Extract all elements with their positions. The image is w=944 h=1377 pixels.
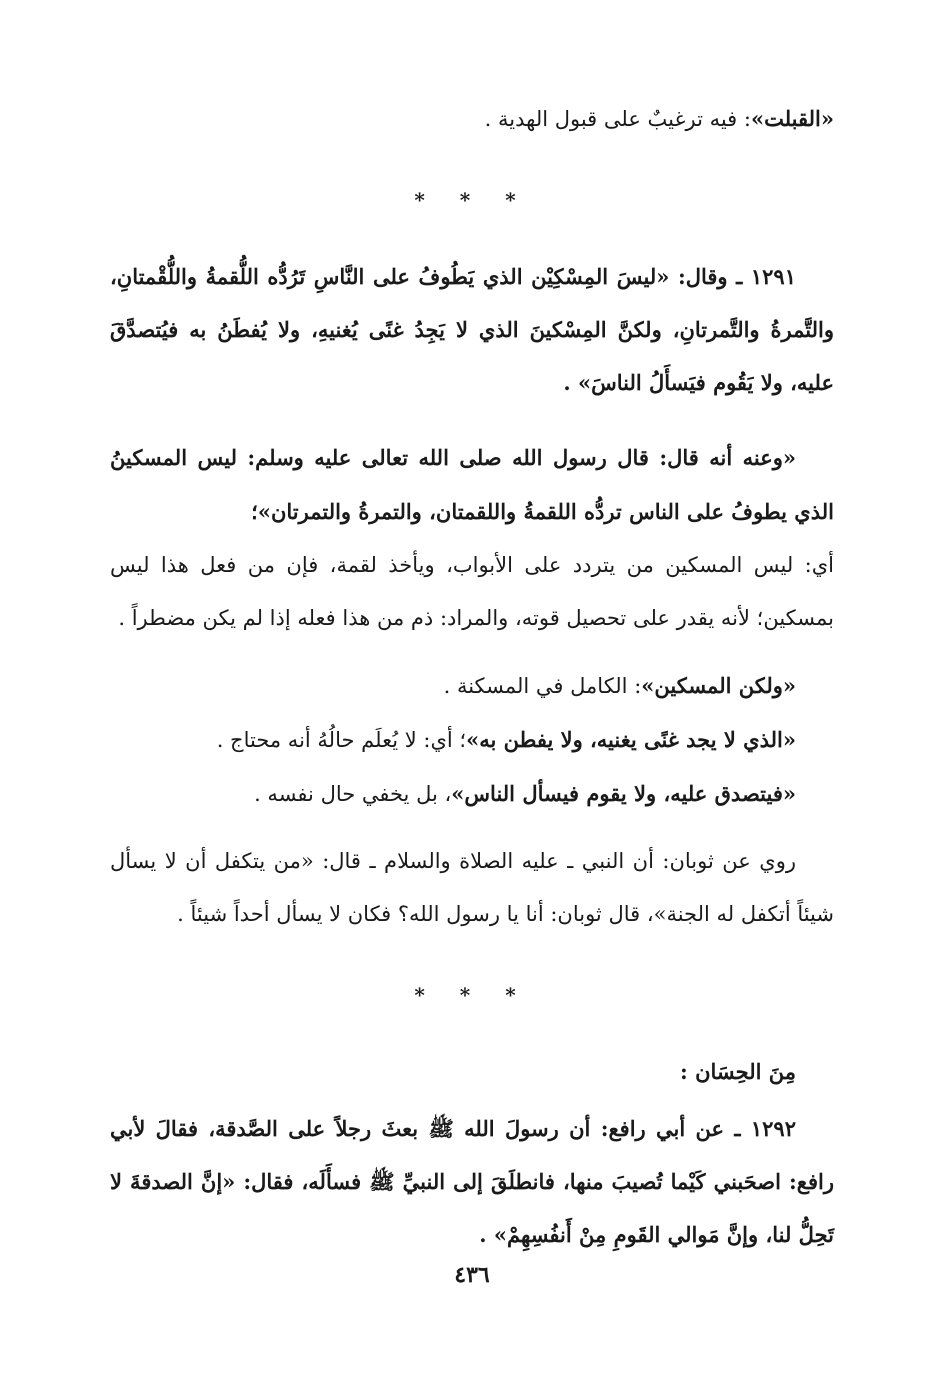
commentary-quote: «وعنه أنه قال: قال رسول الله صلى الله تعالى عليه وسلم: ليس المسكينُ الذي يطوفُ على الناس تردُّه اللقمةُ واللقمتان، والتمرةُ والتمرتان»؛ bbox=[110, 445, 834, 524]
hadith-1292: ١٢٩٢ ـ عن أبي رافع: أن رسولَ الله ﷺ بعثَ رجلاً على الصَّدقة، فقالَ لأبي رافع: اصحَبني كَيْما تُصيبَ منها، فانطلَقَ إلى النبيِّ ﷺ فسأَلَه، فقال: «إنَّ الصدقةَ لا تَحِلُّ لنا، وإنَّ مَوالي القَومِ مِنْ أَنفُسِهِمْ» . bbox=[110, 1116, 834, 1247]
explanation-term: «ولكن المسكين» bbox=[641, 673, 796, 698]
explanation-item bbox=[110, 659, 834, 713]
explanation-text: ؛ أي: لا يُعلَم حالُهُ أنه محتاج . bbox=[216, 728, 467, 752]
explanation-text: ، بل يخفي حال نفسه . bbox=[254, 782, 452, 806]
page-number: ٤٣٦ bbox=[454, 1262, 490, 1288]
thawban-narration: روي عن ثوبان: أن النبي ـ عليه الصلاة والسلام ـ قال: «من يتكفل أن لا يسأل شيئاً أتكفل له الجنة»، قال ثوبان: أنا يا رسول الله؟ فكان لا يسأل أحداً شيئاً . bbox=[110, 849, 834, 926]
explanation-term: «فيتصدق عليه، ولا يقوم فيسأل الناس» bbox=[451, 781, 796, 806]
section-heading: مِنَ الحِسَان : bbox=[680, 1059, 796, 1084]
note-text: : فيه ترغيبٌ على قبول الهدية . bbox=[484, 107, 751, 131]
commentary-explanation: أي: ليس المسكين من يتردد على الأبواب، ويأخذ لقمة، فإن من فعل هذا ليس بمسكين؛ لأنه يقدر على تحصيل قوته، والمراد: ذم من هذا فعله إذا لم يكن مضطراً . bbox=[110, 553, 834, 630]
explanation-term: «الذي لا يجد غنًى يغنيه، ولا يفطن به» bbox=[466, 727, 796, 752]
hadith-1291: ١٢٩١ ـ وقال: «ليسَ المِسْكِيْن الذي يَطُوفُ على النَّاسِ تَرُدُّه اللُّقمةُ واللُّقْمتانِ، والتَّمرةُ والتَّمرتانِ، ولكنَّ المِسْكينَ الذي لا يَجِدُ غنًى يُغنيهِ، ولا يُفطَنُ به فيُتصدَّقَ عليه، ولا يَقُوم فيَسأَلُ الناسَ» . bbox=[110, 264, 834, 395]
explanation-item bbox=[110, 767, 834, 821]
commentary-1291 bbox=[110, 431, 834, 539]
section-separator: * * * bbox=[414, 188, 530, 212]
note-term: «القبلت» bbox=[750, 106, 834, 131]
section-separator: * * * bbox=[414, 983, 530, 1007]
explanation-text: : الكامل في المسكنة . bbox=[443, 674, 642, 698]
note-qabilt bbox=[110, 92, 834, 146]
explanation-item bbox=[110, 713, 834, 767]
